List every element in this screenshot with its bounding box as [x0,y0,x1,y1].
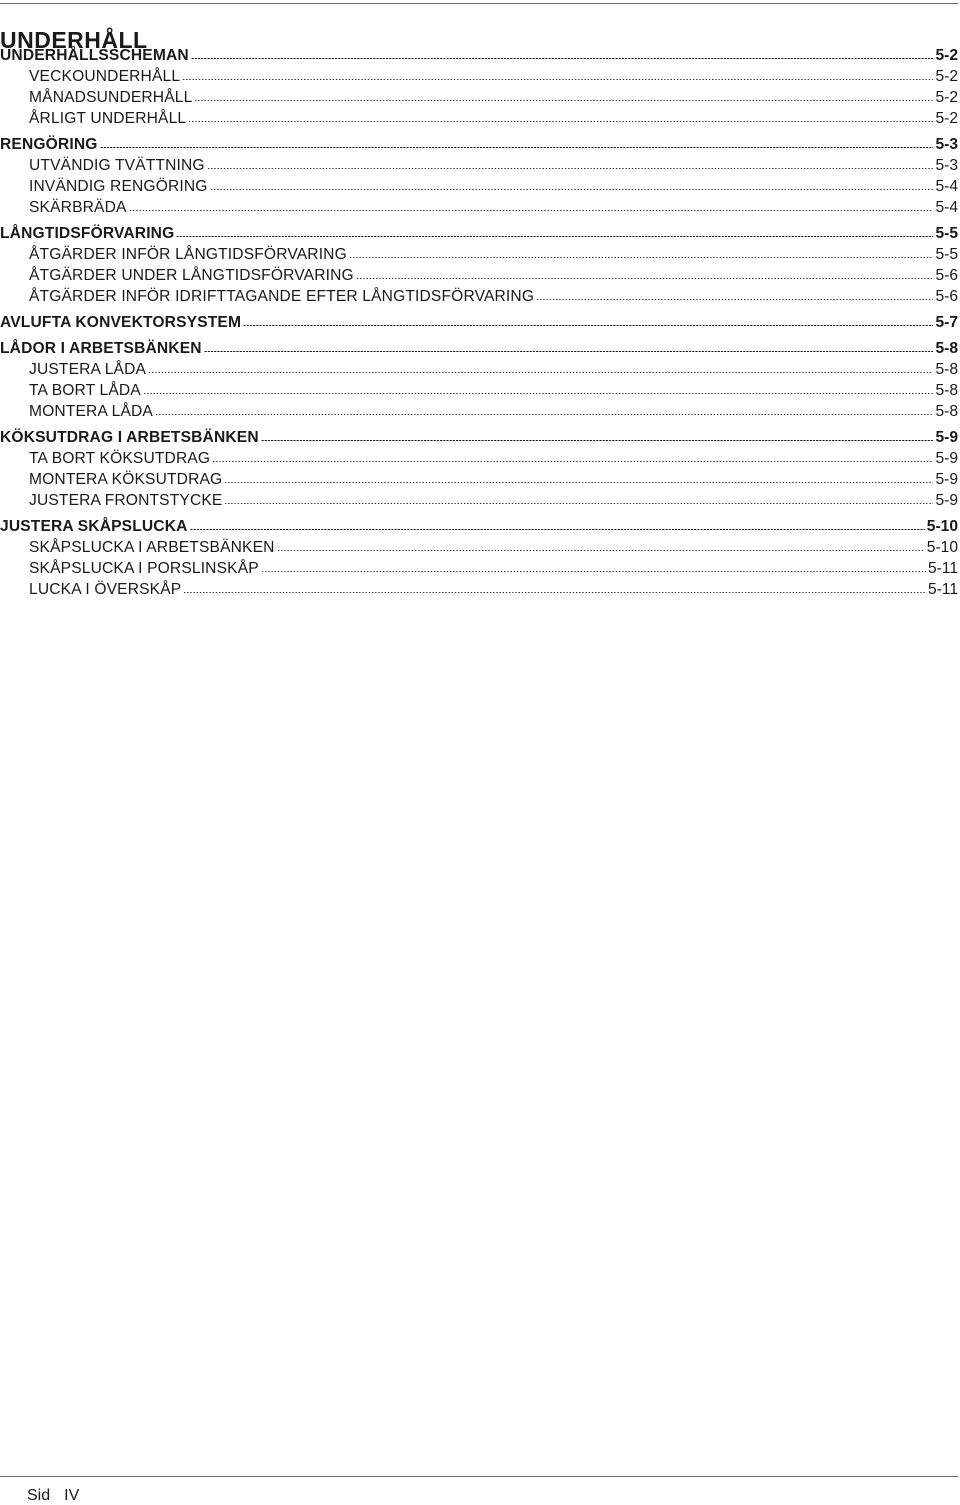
toc-dot-leader [261,571,926,572]
toc-entry-page: 5-2 [935,68,958,85]
toc-section-entry[interactable] [0,338,958,359]
toc-entry-label: SKÅPSLUCKA I PORSLINSKÅP [29,560,259,577]
top-divider [0,3,958,4]
toc-entry-label: UTVÄNDIG TVÄTTNING [29,157,205,174]
toc-dot-leader [100,147,934,148]
toc-subsection-entry[interactable] [0,286,958,307]
toc-section-entry[interactable] [0,516,958,537]
toc-dot-leader [176,236,933,237]
toc-entry-page: 5-8 [935,361,958,378]
toc-dot-leader [212,461,933,462]
toc-entry-page: 5-9 [935,492,958,509]
toc-dot-leader [207,168,934,169]
toc-entry-label: JUSTERA FRONTSTYCKE [29,492,223,509]
toc-subsection-entry[interactable] [0,66,958,87]
toc-entry-page: 5-9 [935,429,958,446]
toc-entry-label: MÅNADSUNDERHÅLL [29,89,193,106]
toc-entry-page: 5-5 [935,246,958,263]
toc-entry-page: 5-2 [935,89,958,106]
toc-entry-label: LÅDOR I ARBETSBÄNKEN [0,340,202,357]
toc-subsection-entry[interactable] [0,537,958,558]
toc-section-entry[interactable] [0,134,958,155]
toc-entry-label: VECKOUNDERHÅLL [29,68,181,85]
toc-entry-page: 5-10 [926,539,958,556]
toc-entry-page: 5-2 [935,110,958,127]
toc-dot-leader [143,393,934,394]
table-of-contents [0,45,958,600]
toc-entry-page: 5-9 [935,471,958,488]
toc-dot-leader [224,482,933,483]
toc-entry-page: 5-11 [927,560,958,577]
toc-entry-label: RENGÖRING [0,136,98,153]
toc-dot-leader [261,440,934,441]
toc-dot-leader [194,100,933,101]
toc-entry-page: 5-6 [935,288,958,305]
toc-subsection-entry[interactable] [0,244,958,265]
toc-entry-page: 5-4 [935,178,958,195]
toc-entry-page: 5-5 [935,225,958,242]
toc-entry-label: MONTERA KÖKSUTDRAG [29,471,223,488]
toc-subsection-entry[interactable] [0,176,958,197]
toc-entry-page: 5-3 [935,136,958,153]
footer-label: Sid [27,1487,51,1504]
toc-dot-leader [190,529,925,530]
toc-entry-page: 5-9 [935,450,958,467]
toc-entry-page: 5-8 [935,403,958,420]
toc-subsection-entry[interactable] [0,469,958,490]
toc-entry-label: INVÄNDIG RENGÖRING [29,178,208,195]
page-footer [27,1487,79,1505]
toc-entry-page: 5-7 [935,314,958,331]
toc-subsection-entry[interactable] [0,448,958,469]
toc-dot-leader [204,351,934,352]
toc-dot-leader [536,299,933,300]
toc-entry-label: ÅRLIGT UNDERHÅLL [29,110,187,127]
toc-subsection-entry[interactable] [0,579,958,600]
toc-dot-leader [148,372,933,373]
toc-entry-page: 5-3 [935,157,958,174]
toc-dot-leader [183,592,926,593]
toc-section-entry[interactable] [0,427,958,448]
toc-entry-label: MONTERA LÅDA [29,403,153,420]
toc-entry-label: TA BORT KÖKSUTDRAG [29,450,211,467]
toc-subsection-entry[interactable] [0,401,958,422]
page-title: UNDERHÅLL [0,27,148,54]
bottom-divider [0,1476,958,1477]
toc-subsection-entry[interactable] [0,197,958,218]
toc-entry-page: 5-4 [935,199,958,216]
toc-entry-label: LÅNGTIDSFÖRVARING [0,225,175,242]
toc-entry-page: 5-8 [935,382,958,399]
toc-subsection-entry[interactable] [0,380,958,401]
toc-entry-page: 5-8 [935,340,958,357]
toc-entry-label: AVLUFTA KONVEKTORSYSTEM [0,314,242,331]
toc-dot-leader [155,414,933,415]
toc-entry-page: 5-10 [926,518,958,535]
toc-entry-page: 5-2 [935,47,958,64]
toc-entry-label: KÖKSUTDRAG I ARBETSBÄNKEN [0,429,259,446]
toc-dot-leader [356,278,934,279]
toc-subsection-entry[interactable] [0,108,958,129]
toc-section-entry[interactable] [0,223,958,244]
toc-entry-label: TA BORT LÅDA [29,382,141,399]
toc-entry-label: LUCKA I ÖVERSKÅP [29,581,182,598]
toc-entry-page: 5-6 [935,267,958,284]
toc-entry-label: ÅTGÄRDER INFÖR LÅNGTIDSFÖRVARING [29,246,347,263]
toc-entry-label: ÅTGÄRDER UNDER LÅNGTIDSFÖRVARING [29,267,354,284]
toc-section-entry[interactable] [0,312,958,333]
toc-entry-page: 5-11 [927,581,958,598]
toc-subsection-entry[interactable] [0,359,958,380]
toc-dot-leader [188,121,933,122]
toc-dot-leader [277,550,925,551]
toc-dot-leader [210,189,934,190]
toc-dot-leader [191,58,934,59]
toc-subsection-entry[interactable] [0,87,958,108]
toc-dot-leader [349,257,934,258]
toc-dot-leader [129,210,934,211]
toc-entry-label: SKÄRBRÄDA [29,199,127,216]
toc-section-entry[interactable] [0,45,958,66]
toc-dot-leader [224,503,933,504]
toc-entry-label: UNDERHÅLLSSCHEMAN [0,47,189,64]
toc-entry-label: ÅTGÄRDER INFÖR IDRIFTTAGANDE EFTER LÅNGTIDSFÖRVARING [29,288,535,305]
toc-subsection-entry[interactable] [0,265,958,286]
toc-entry-label: JUSTERA LÅDA [29,361,147,378]
toc-entry-label: SKÅPSLUCKA I ARBETSBÄNKEN [29,539,275,556]
toc-subsection-entry[interactable] [0,490,958,511]
toc-dot-leader [243,325,933,326]
toc-dot-leader [182,79,933,80]
footer-page-number: IV [64,1487,80,1504]
toc-subsection-entry[interactable] [0,558,958,579]
toc-entry-label: JUSTERA SKÅPSLUCKA [0,518,188,535]
toc-subsection-entry[interactable] [0,155,958,176]
